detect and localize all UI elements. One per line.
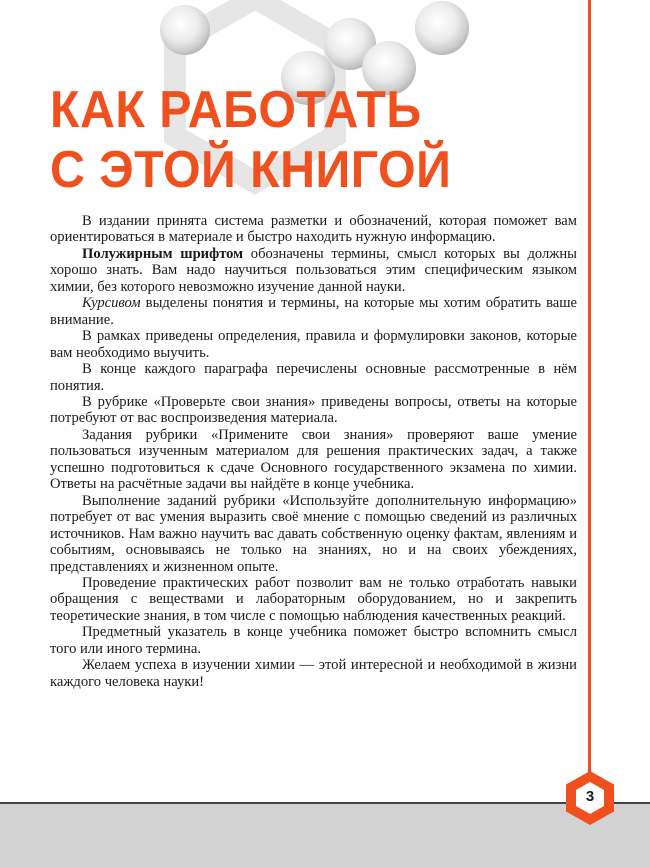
paragraph	[50, 493, 577, 575]
paragraph	[50, 246, 577, 295]
paragraph-text: Задания рубрики «Примените свои знания» проверяют ваше умение пользоваться изученным материалом для решения практических задач, а также успешно подготовиться к сдаче Основного государственного экзамена по химии. Ответы на расчётные задачи вы найдёте в конце учебника.	[50, 426, 577, 493]
title-line-1: КАК РАБОТАТЬ	[50, 81, 422, 139]
accent-vertical-line	[588, 0, 591, 775]
paragraph	[50, 624, 577, 657]
page-title	[50, 80, 451, 200]
bold-term: Полужирным шрифтом	[82, 245, 244, 262]
paragraph-text: Проведение практических работ позволит вам не только отработать навыки обращения с веществами и лабораторным оборудованием, но и закрепить теоретические знания, в том числе с помощью наблюдения качественных реакций.	[50, 574, 577, 624]
paragraph-text: В рамках приведены определения, правила и формулировки законов, которые вам необходимо выучить.	[50, 328, 577, 361]
paragraph-text: В рубрике «Проверьте свои знания» приведены вопросы, ответы на которые потребуют от вас воспроизведения материала.	[50, 393, 577, 427]
page-number: 3	[585, 788, 595, 805]
paragraph-text: Выполнение заданий рубрики «Используйте дополнительную информацию» потребует от вас умения выразить своё мнение с помощью сведений из различных источников. Нам важно научить вас давать собственную оценку фактам, явлениям и событиям, основываясь не только на знаниях, но и на своих убеждениях, представлениях и жизненном опыте.	[50, 492, 577, 575]
italic-term: Курсивом	[82, 295, 141, 312]
paragraph-text: Желаем успеха в изучении химии — этой интересной и необходимой в жизни каждого человека науки!	[50, 657, 577, 690]
paragraph	[50, 213, 577, 246]
body-text	[50, 213, 577, 690]
paragraph-text: В конце каждого параграфа перечислены основные рассмотренные в нём понятия.	[50, 361, 577, 394]
paragraph	[50, 295, 577, 328]
footer-band	[0, 802, 650, 867]
paragraph-text: обозначены термины, смысл которых вы должны хорошо знать. Вам надо научиться пользоваться этим специфическим языком химии, без которого невозможно изучение данной науки.	[50, 245, 577, 295]
paragraph	[50, 361, 577, 394]
paragraph-text: выделены понятия и термины, на которые мы хотим обратить ваше внимание.	[50, 295, 577, 328]
paragraph	[50, 427, 577, 493]
paragraph	[50, 657, 577, 690]
title-line-2: С ЭТОЙ КНИГОЙ	[50, 141, 452, 199]
paragraph-text: В издании принята система разметки и обозначений, которая поможет вам ориентироваться в материале и быстро находить нужную информацию.	[50, 213, 577, 246]
paragraph-text: Предметный указатель в конце учебника поможет быстро вспомнить смысл того или иного термина.	[50, 624, 577, 657]
paragraph	[50, 575, 577, 624]
paragraph	[50, 394, 577, 427]
paragraph	[50, 328, 577, 361]
